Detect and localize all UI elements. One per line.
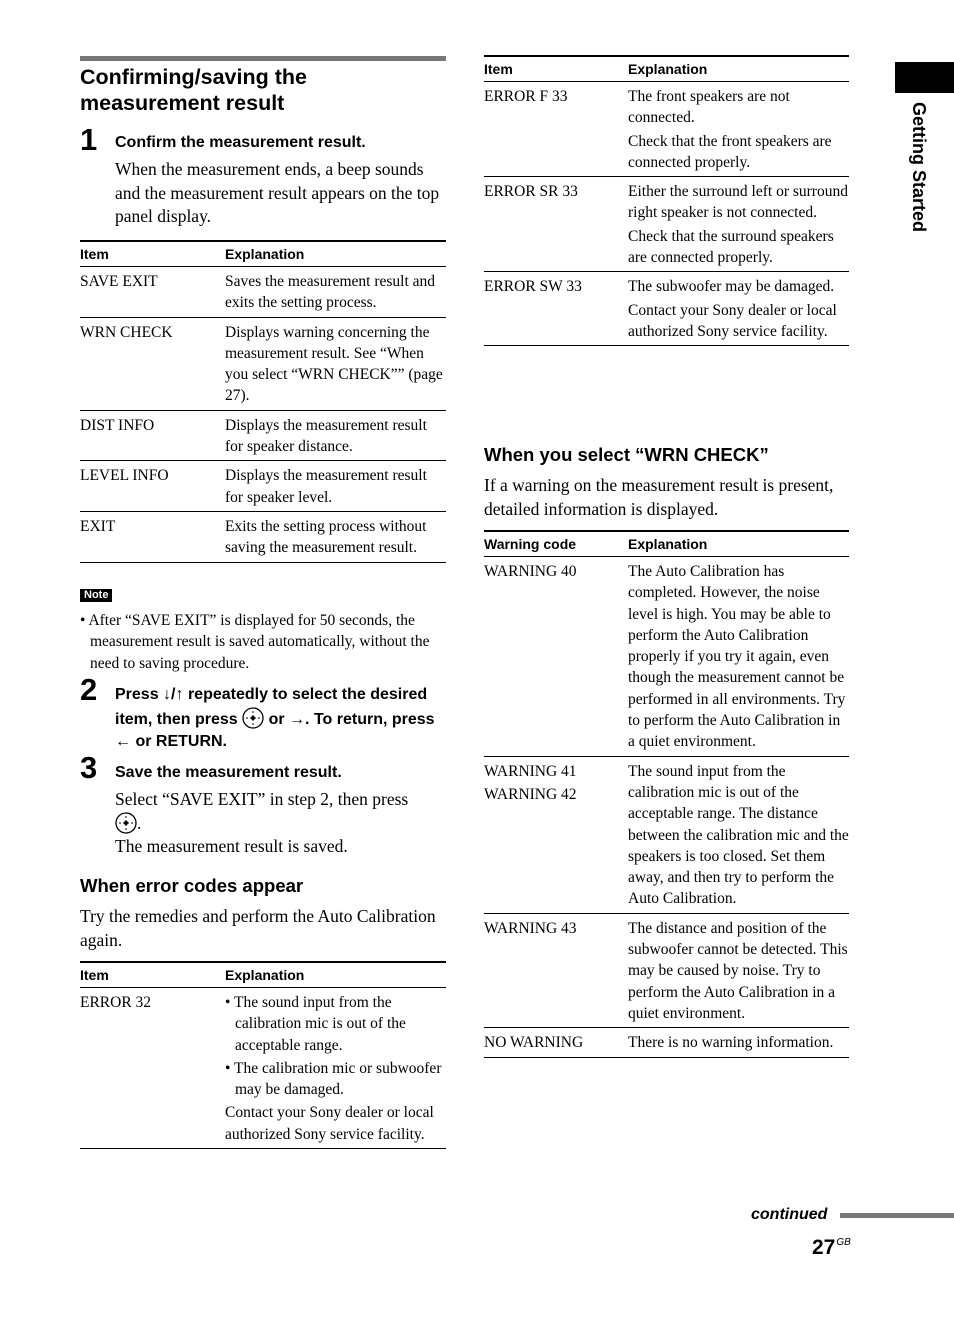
item-cell: ERROR SW 33: [484, 272, 628, 346]
step-3-text: Select “SAVE EXIT” in step 2, then press: [115, 789, 409, 809]
table-row: [484, 913, 849, 1027]
step-3-heading: Save the measurement result.: [115, 764, 342, 781]
page-suffix: GB: [836, 1237, 851, 1248]
item-cell: WARNING 43: [484, 913, 628, 1027]
explanation-cell: [225, 988, 446, 1149]
page-number: [812, 1230, 851, 1261]
table-row: [80, 410, 446, 461]
table-row: [80, 461, 446, 512]
explanation-cell: Exits the setting process without saving the measurement result.: [225, 511, 446, 562]
menu-items-table: [80, 240, 446, 563]
item-cell: ERROR 32: [80, 988, 225, 1149]
explanation-cell: [628, 82, 849, 177]
step-2-text: or RETURN.: [131, 733, 227, 750]
item-cell: EXIT: [80, 511, 225, 562]
paragraph-text: Contact your Sony dealer or local authorized Sony service facility.: [225, 1104, 434, 1143]
warning-codes-table: [484, 530, 849, 1058]
step-2-text: or: [264, 710, 290, 728]
item-cell: WARNING 40: [484, 557, 628, 757]
error-codes-table: [80, 961, 446, 1149]
explanation-cell: Saves the measurement result and exits the setting process.: [225, 267, 446, 318]
table-row: [80, 317, 446, 410]
column-header-explanation: Explanation: [628, 56, 849, 82]
warning-code: WARNING 42: [484, 785, 577, 803]
step-3-text: .: [137, 812, 142, 833]
step-2-text: repeatedly to select the desired item, then press: [115, 686, 428, 728]
explanation-cell: [628, 177, 849, 272]
enter-button-icon: [115, 812, 137, 834]
enter-button-icon: [242, 707, 264, 729]
item-cell: WRN CHECK: [80, 317, 225, 410]
paragraph-text: Check that the surround speakers are connected properly.: [628, 227, 834, 267]
paragraph-text: Contact your Sony dealer or local authorized Sony service facility.: [628, 301, 837, 340]
explanation-cell: Displays the measurement result for speaker level.: [225, 461, 446, 512]
table-row: [80, 511, 446, 562]
section-title: Confirming/saving the measurement result: [80, 65, 307, 115]
explanation-cell: The sound input from the calibration mic is out of the acceptable range. The distance between the calibration mic and the speakers is too closed. Set them away, and then try to perform the Auto Calibration.: [628, 756, 849, 913]
step-1-heading: Confirm the measurement result.: [115, 134, 366, 151]
explanation-cell: The Auto Calibration has completed. However, the noise level is high. You may be able to perform the Auto Calibration properly if you try it again, even though the measurement cannot be performed in all environments. Try to perform the Auto Calibration in a quiet environment.: [628, 557, 849, 757]
section-top-rule: [80, 56, 446, 61]
item-cell: ERROR SR 33: [484, 177, 628, 272]
note-badge: Note: [80, 589, 112, 602]
explanation-cell: There is no warning information.: [628, 1028, 849, 1057]
step-2-text: . To return, press: [305, 710, 435, 728]
column-header-item: Item: [484, 56, 628, 82]
wrn-check-intro: If a warning on the measurement result is present, detailed information is displayed.: [484, 475, 834, 519]
bullet-text: • The calibration mic or subwoofer may be damaged.: [225, 1059, 442, 1099]
item-cell: LEVEL INFO: [80, 461, 225, 512]
table-row: [484, 177, 849, 272]
paragraph-text: Either the surround left or surround right speaker is not connected.: [628, 183, 848, 222]
table-row: [484, 272, 849, 346]
warning-code: WARNING 41: [484, 762, 577, 780]
continued-label: continued: [751, 1206, 828, 1223]
step-3-result: The measurement result is saved.: [115, 836, 348, 856]
column-header-warning-code: Warning code: [484, 531, 628, 557]
step-1-body: When the measurement ends, a beep sounds and the measurement result appears on the top panel display.: [115, 159, 440, 226]
item-cell: DIST INFO: [80, 410, 225, 461]
item-cell: [484, 756, 628, 913]
column-header-item: Item: [80, 962, 225, 988]
column-header-item: Item: [80, 241, 225, 267]
errors-intro: Try the remedies and perform the Auto Calibration again.: [80, 906, 436, 950]
error-codes-table-continued: [484, 55, 849, 346]
column-header-explanation: Explanation: [628, 531, 849, 557]
note-text: • After “SAVE EXIT” is displayed for 50 seconds, the measurement result is saved automatically, without the need to saving procedure.: [80, 612, 430, 672]
side-tab-marker: [895, 62, 954, 93]
column-header-explanation: Explanation: [225, 241, 446, 267]
errors-heading: When error codes appear: [80, 875, 304, 896]
step-3-body: [115, 788, 446, 859]
paragraph-text: The subwoofer may be damaged.: [628, 278, 835, 296]
table-row: [484, 82, 849, 177]
bullet-text: • The sound input from the calibration mic is out of the acceptable range.: [225, 994, 406, 1054]
left-arrow-icon: ←: [115, 733, 131, 750]
explanation-cell: The distance and position of the subwoofer cannot be detected. This may be caused by noise. Try to perform the Auto Calibration in a quiet environment.: [628, 913, 849, 1027]
table-row: [484, 1028, 849, 1057]
explanation-cell: [628, 272, 849, 346]
item-cell: ERROR F 33: [484, 82, 628, 177]
page-number-value: 27: [812, 1236, 836, 1259]
step-2-text: Press: [115, 686, 164, 703]
table-row: [80, 988, 446, 1149]
wrn-check-heading: When you select “WRN CHECK”: [484, 444, 769, 465]
step-number-1: 1: [80, 122, 98, 157]
paragraph-text: Check that the front speakers are connected properly.: [628, 132, 832, 171]
side-tab-label: Getting Started: [909, 102, 929, 233]
explanation-cell: Displays the measurement result for speaker distance.: [225, 410, 446, 461]
continued-rule: [840, 1213, 954, 1218]
step-number-3: 3: [80, 750, 98, 785]
column-header-explanation: Explanation: [225, 962, 446, 988]
table-row: [484, 756, 849, 913]
explanation-cell: Displays warning concerning the measurement result. See “When you select “WRN CHECK”” (page 27).: [225, 317, 446, 410]
table-row: [80, 267, 446, 318]
item-cell: NO WARNING: [484, 1028, 628, 1057]
step-2-heading: [115, 684, 446, 754]
up-down-arrows-icon: ↓/↑: [163, 686, 184, 703]
paragraph-text: The front speakers are not connected.: [628, 88, 790, 127]
table-row: [484, 557, 849, 757]
step-number-2: 2: [80, 672, 98, 707]
right-arrow-icon: →: [289, 710, 306, 728]
item-cell: SAVE EXIT: [80, 267, 225, 318]
